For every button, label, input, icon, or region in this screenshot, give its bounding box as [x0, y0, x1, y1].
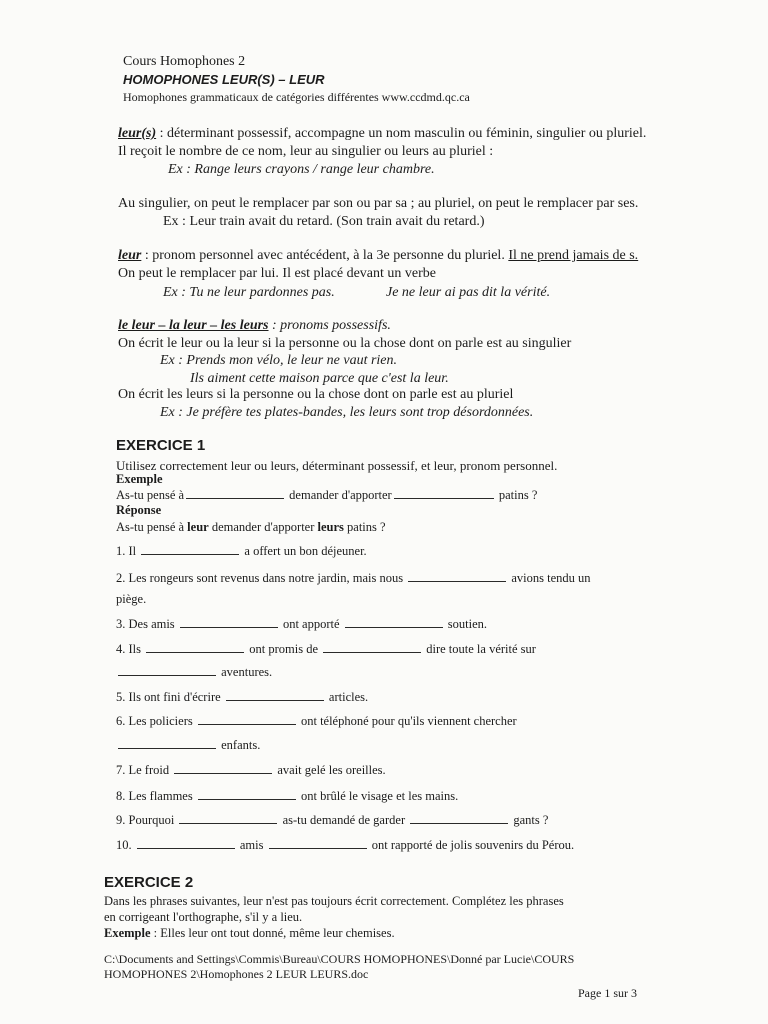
exercise1-item-2-cont: piège.: [116, 592, 147, 606]
exercise2-line1: Dans les phrases suivantes, leur n'est pas toujours écrit correctement. Complétez les phrases: [104, 894, 564, 908]
exercise1-item-9: [116, 813, 548, 828]
item6-text-a: 6. Les policiers: [116, 714, 193, 728]
exercise1-answer: [116, 520, 386, 535]
item4-text-d: aventures.: [221, 665, 273, 679]
file-path-line1: C:\Documents and Settings\Commis\Bureau\COURS HOMOPHONES\Donné par Lucie\COURS: [104, 952, 575, 966]
item7-text-b: avait gelé les oreilles.: [277, 763, 386, 777]
item4-text-b: ont promis de: [249, 642, 318, 656]
item2-text-a: 2. Les rongeurs sont revenus dans notre jardin, mais nous: [116, 571, 404, 585]
answer-text-a: As-tu pensé à: [116, 520, 188, 534]
section2-definition: [118, 248, 638, 264]
section3-definition: [118, 318, 391, 334]
exercise1-example: [116, 488, 537, 503]
section3-term: le leur – la leur – les leurs: [118, 318, 269, 333]
item10-blank-2[interactable]: [269, 838, 367, 849]
example-text-c: patins ?: [498, 488, 538, 502]
exercise1-example-label: Exemple: [116, 472, 163, 486]
item2-blank[interactable]: [408, 571, 506, 582]
item4-text-c: dire toute la vérité sur: [426, 642, 536, 656]
exercise1-item-6-cont: [116, 738, 260, 753]
item4-blank-2[interactable]: [323, 642, 421, 653]
exercise1-item-5: [116, 690, 368, 705]
item4-text-a: 4. Ils: [116, 642, 141, 656]
example-blank-1[interactable]: [186, 488, 284, 499]
exercise2-example-text: : Elles leur ont tout donné, même leur chemises.: [150, 926, 395, 940]
answer-text-e: patins ?: [343, 520, 386, 534]
item4-blank-1[interactable]: [146, 642, 244, 653]
item8-text-a: 8. Les flammes: [116, 789, 193, 803]
item5-text-a: 5. Ils ont fini d'écrire: [116, 690, 221, 704]
section2-definition-text: : pronom personnel avec antécédent, à la 3e personne du pluriel.: [141, 248, 509, 263]
exercise2-heading: EXERCICE 2: [104, 874, 194, 891]
example-text-b: demander d'apporter: [289, 488, 392, 502]
example-blank-2[interactable]: [394, 488, 494, 499]
section2-example-a: Ex : Tu ne leur pardonnes pas.: [163, 285, 335, 300]
item1-blank[interactable]: [141, 544, 239, 555]
section1-definition-text: : déterminant possessif, accompagne un nom masculin ou féminin, singulier ou pluriel.: [156, 126, 647, 141]
exercise1-heading: EXERCICE 1: [116, 437, 206, 454]
item5-blank[interactable]: [226, 690, 324, 701]
page-subtitle: Homophones grammaticaux de catégories différentes www.ccdmd.qc.ca: [123, 90, 470, 104]
item9-text-c: gants ?: [513, 813, 549, 827]
exercise2-line2: en corrigeant l'orthographe, s'il y a lieu.: [104, 910, 303, 924]
item3-text-a: 3. Des amis: [116, 617, 175, 631]
page-number: Page 1 sur 3: [578, 986, 637, 1000]
item10-text-b: amis: [239, 838, 264, 852]
section3-definition-text: : pronoms possessifs.: [268, 318, 391, 333]
item10-blank-1[interactable]: [137, 838, 235, 849]
section3-example3: Ex : Je préfère tes plates-bandes, les leurs sont trop désordonnées.: [160, 405, 534, 420]
item9-blank-2[interactable]: [410, 813, 508, 824]
item10-text-c: ont rapporté de jolis souvenirs du Pérou.: [371, 838, 575, 852]
item9-text-a: 9. Pourquoi: [116, 813, 175, 827]
exercise1-instruction: Utilisez correctement leur ou leurs, déterminant possessif, et leur, pronom personnel.: [116, 458, 558, 473]
course-label: Cours Homophones 2: [123, 54, 246, 69]
item1-text-b: a offert un bon déjeuner.: [244, 544, 367, 558]
item4-blank-3[interactable]: [118, 665, 216, 676]
section1-definition: [118, 126, 646, 142]
item6-blank-1[interactable]: [198, 714, 296, 725]
exercise1-item-10: [116, 838, 574, 853]
example-text-a: As-tu pensé à: [116, 488, 185, 502]
section3-line2: On écrit le leur ou la leur si la personne ou la chose dont on parle est au singulier: [118, 336, 572, 351]
section1-example2: Ex : Leur train avait du retard. (Son train avait du retard.): [163, 214, 485, 229]
exercise1-item-4-cont: [116, 665, 272, 680]
section3-line3: On écrit les leurs si la personne ou la chose dont on parle est au pluriel: [118, 387, 514, 402]
exercise1-item-7: [116, 763, 386, 778]
section1-rule: Au singulier, on peut le remplacer par son ou par sa ; au pluriel, on peut le remplacer par ses.: [118, 196, 639, 211]
item3-text-b: ont apporté: [282, 617, 340, 631]
item8-text-b: ont brûlé le visage et les mains.: [300, 789, 459, 803]
item8-blank[interactable]: [198, 789, 296, 800]
item5-text-b: articles.: [328, 690, 369, 704]
exercise1-item-2: [116, 571, 591, 586]
file-path-footer: [104, 952, 574, 982]
section3-example2: Ils aiment cette maison parce que c'est la leur.: [190, 371, 449, 386]
section3-example1: Ex : Prends mon vélo, le leur ne vaut rien.: [160, 353, 398, 368]
item6-blank-2[interactable]: [118, 738, 216, 749]
exercise1-item-3: [116, 617, 487, 632]
answer-text-c: demander d'apporter: [208, 520, 318, 534]
section2-example-b: Je ne leur ai pas dit la vérité.: [386, 285, 551, 300]
page-title: HOMOPHONES LEUR(S) – LEUR: [123, 72, 325, 87]
item3-blank-1[interactable]: [180, 617, 278, 628]
file-path-line2: HOMOPHONES 2\Homophones 2 LEUR LEURS.doc: [104, 967, 369, 981]
exercise1-item-8: [116, 789, 458, 804]
item6-text-b: ont téléphoné pour qu'ils viennent chercher: [300, 714, 517, 728]
item7-text-a: 7. Le froid: [116, 763, 170, 777]
section2-term: leur: [118, 248, 142, 263]
exercise1-item-4: [116, 642, 536, 657]
item2-text-b: avions tendu un: [511, 571, 591, 585]
answer-word-leur: leur: [187, 520, 209, 534]
item9-blank-1[interactable]: [179, 813, 277, 824]
item3-blank-2[interactable]: [345, 617, 443, 628]
section2-note: Il ne prend jamais de s.: [508, 248, 639, 263]
exercise2-example: [104, 926, 395, 941]
section1-example: Ex : Range leurs crayons / range leur chambre.: [168, 162, 435, 177]
item3-text-c: soutien.: [447, 617, 488, 631]
item7-blank[interactable]: [174, 763, 272, 774]
exercise1-answer-label: Réponse: [116, 503, 162, 517]
exercise1-item-6: [116, 714, 517, 729]
section1-term: leur(s): [118, 126, 157, 141]
section2-line2: On peut le remplacer par lui. Il est placé devant un verbe: [118, 266, 436, 281]
item10-text-a: 10.: [116, 838, 132, 852]
answer-word-leurs: leurs: [317, 520, 344, 534]
exercise1-item-1: [116, 544, 367, 559]
item6-text-c: enfants.: [221, 738, 261, 752]
section1-line2: Il reçoit le nombre de ce nom, leur au singulier ou leurs au pluriel :: [118, 144, 494, 159]
item9-text-b: as-tu demandé de garder: [282, 813, 406, 827]
exercise2-example-label: Exemple: [104, 926, 151, 940]
item1-text-a: 1. Il: [116, 544, 137, 558]
